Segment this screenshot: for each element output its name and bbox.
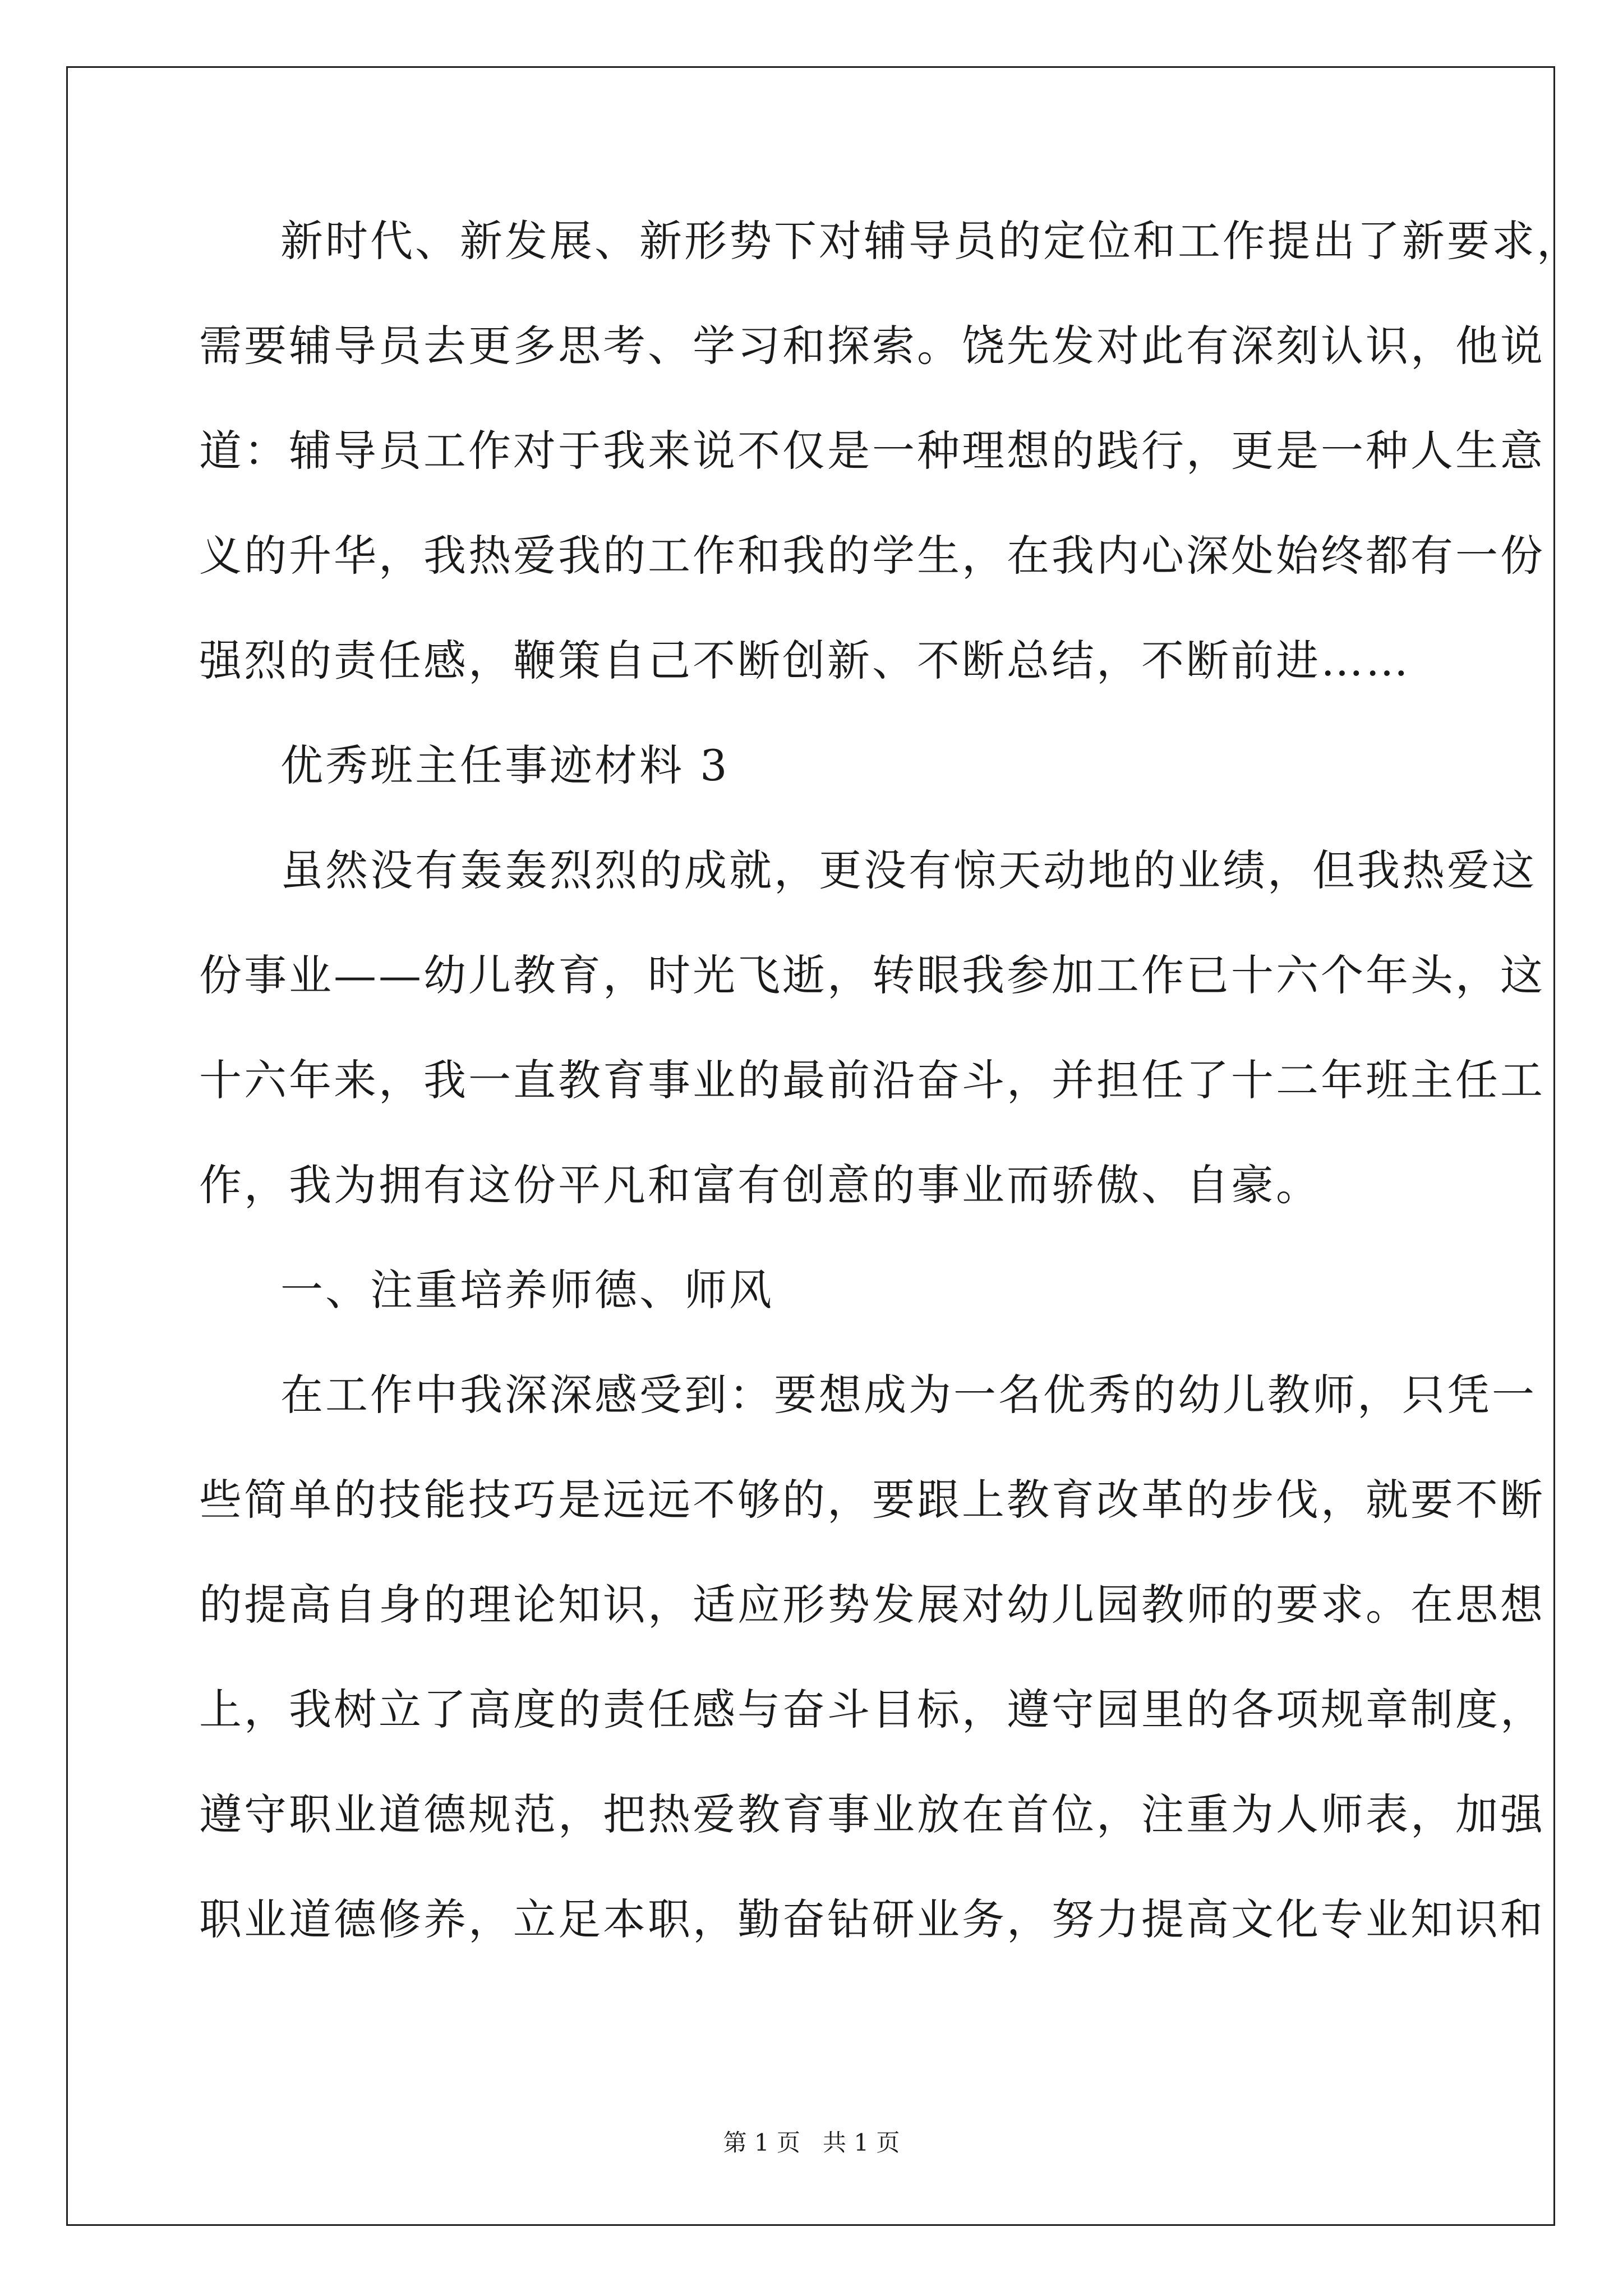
text-line: 义的升华，我热爱我的工作和我的学生，在我内心深处始终都有一份 (199, 531, 1545, 581)
text-line: 职业道德修养，立足本职，勤奋钻研业务，努力提高文化专业知识和 (199, 1894, 1545, 1944)
text-line: 作，我为拥有这份平凡和富有创意的事业而骄傲、自豪。 (199, 1160, 1321, 1210)
text-line: 些简单的技能技巧是远远不够的，要跟上教育改革的步伐，就要不断 (199, 1475, 1545, 1525)
text-line: 份事业——幼儿教育，时光飞逝，转眼我参加工作已十六个年头，这 (199, 950, 1545, 1000)
text-line: 遵守职业道德规范，把热爱教育事业放在首位，注重为人师表，加强 (199, 1789, 1545, 1839)
page-footer (0, 2129, 1623, 2157)
text-line: 新时代、新发展、新形势下对辅导员的定位和工作提出了新要求， (280, 216, 1581, 266)
text-line: 上，我树立了高度的责任感与奋斗目标，遵守园里的各项规章制度， (199, 1685, 1545, 1734)
section-heading: 优秀班主任事迹材料 3 (280, 740, 730, 790)
text-line: 虽然没有轰轰烈烈的成就，更没有惊天动地的业绩，但我热爱这 (280, 845, 1537, 895)
page-number: 第 1 页 (723, 2129, 800, 2156)
text-line: 十六年来，我一直教育事业的最前沿奋斗，并担任了十二年班主任工 (199, 1055, 1545, 1105)
text-line: 在工作中我深深感受到：要想成为一名优秀的幼儿教师，只凭一 (280, 1370, 1537, 1420)
text-line: 需要辅导员去更多思考、学习和探索。饶先发对此有深刻认识，他说 (199, 321, 1545, 371)
text-line: 的提高自身的理论知识，适应形势发展对幼儿园教师的要求。在思想 (199, 1580, 1545, 1630)
text-line: 强烈的责任感，鞭策自己不断创新、不断总结，不断前进…… (199, 636, 1410, 685)
section-heading: 一、注重培养师德、师风 (280, 1265, 774, 1315)
page-total: 共 1 页 (823, 2129, 900, 2156)
text-line: 道：辅导员工作对于我来说不仅是一种理想的践行，更是一种人生意 (199, 426, 1545, 476)
